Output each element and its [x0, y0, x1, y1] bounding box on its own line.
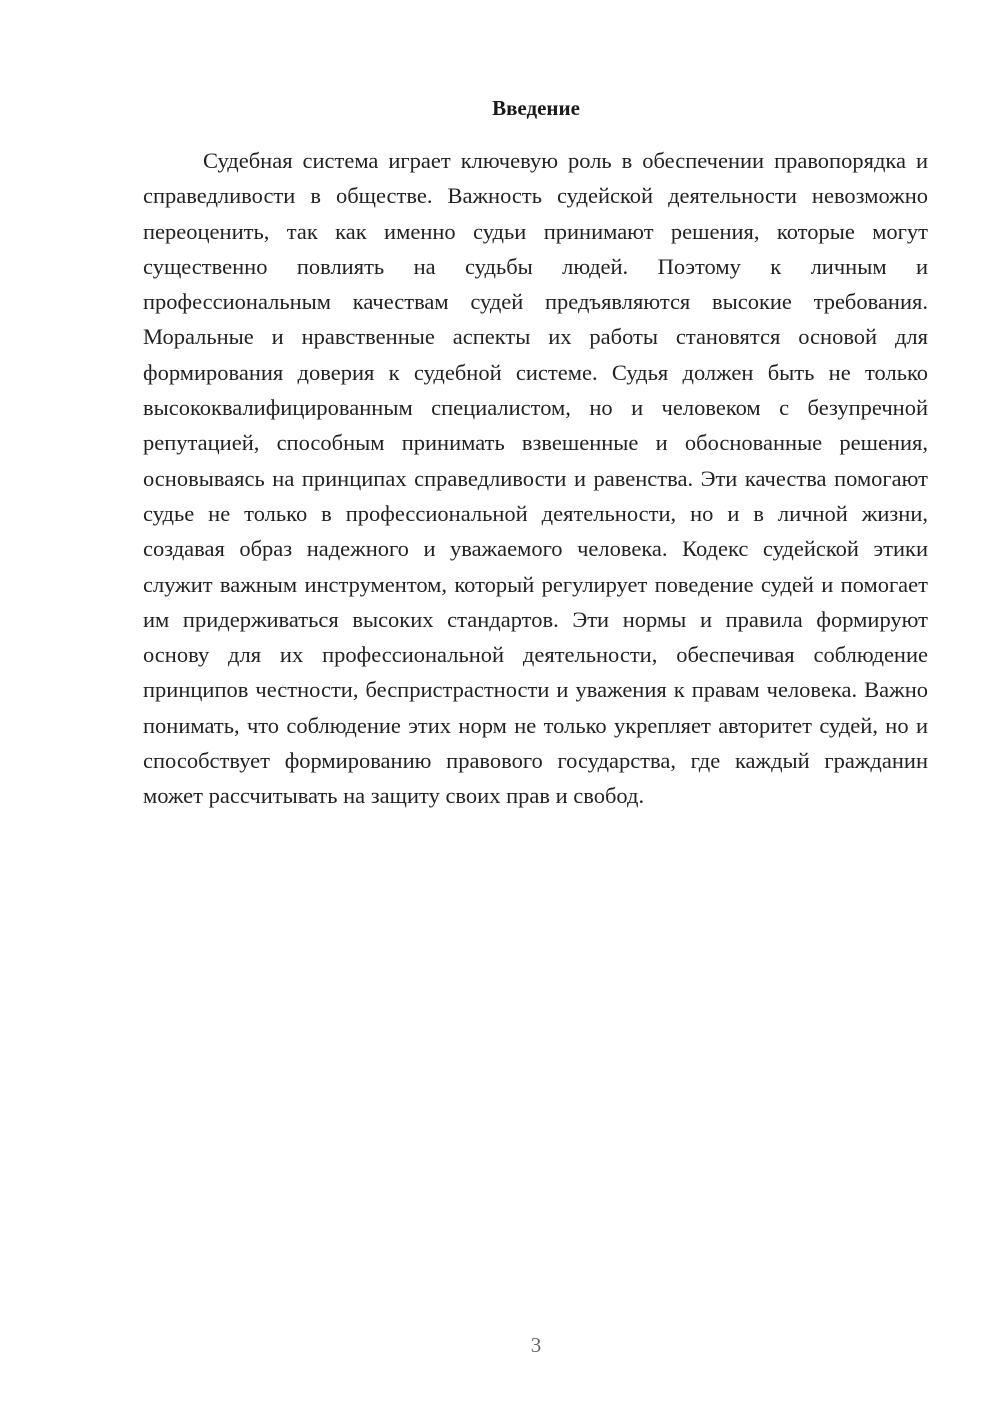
section-heading: Введение	[492, 96, 580, 120]
page-number: 3	[530, 1333, 542, 1357]
body-paragraph: Судебная система играет ключевую роль в обеспечении правопорядка и справедливости в обществе. Важность судейской деятельности невозможно переоценить, так как именно судьи принимают решения, которые могут существенно повлиять на судьбы людей. Поэтому к личным и профессиональным качествам судей предъявляются высокие требования. Моральные и нравственные аспекты их работы становятся основой для формирования доверия к судебной системе. Судья должен быть не только высококвалифицированным специалистом, но и человеком с безупречной репутацией, способным принимать взвешенные и обоснованные решения, основываясь на принципах справедливости и равенства. Эти качества помогают судье не только в профессиональной деятельности, но и в личной жизни, создавая образ надежного и уважаемого человека. Кодекс судейской этики служит важным инструментом, который регулирует поведение судей и помогает им придерживаться высоких стандартов. Эти нормы и правила формируют основу для их профессиональной деятельности, обеспечивая соблюдение принципов честности, беспристрастности и уважения к правам человека. Важно понимать, что соблюдение этих норм не только укрепляет авторитет судей, но и способствует формированию правового государства, где каждый гражданин может рассчитывать на защиту своих прав и свобод.	[143, 148, 928, 809]
